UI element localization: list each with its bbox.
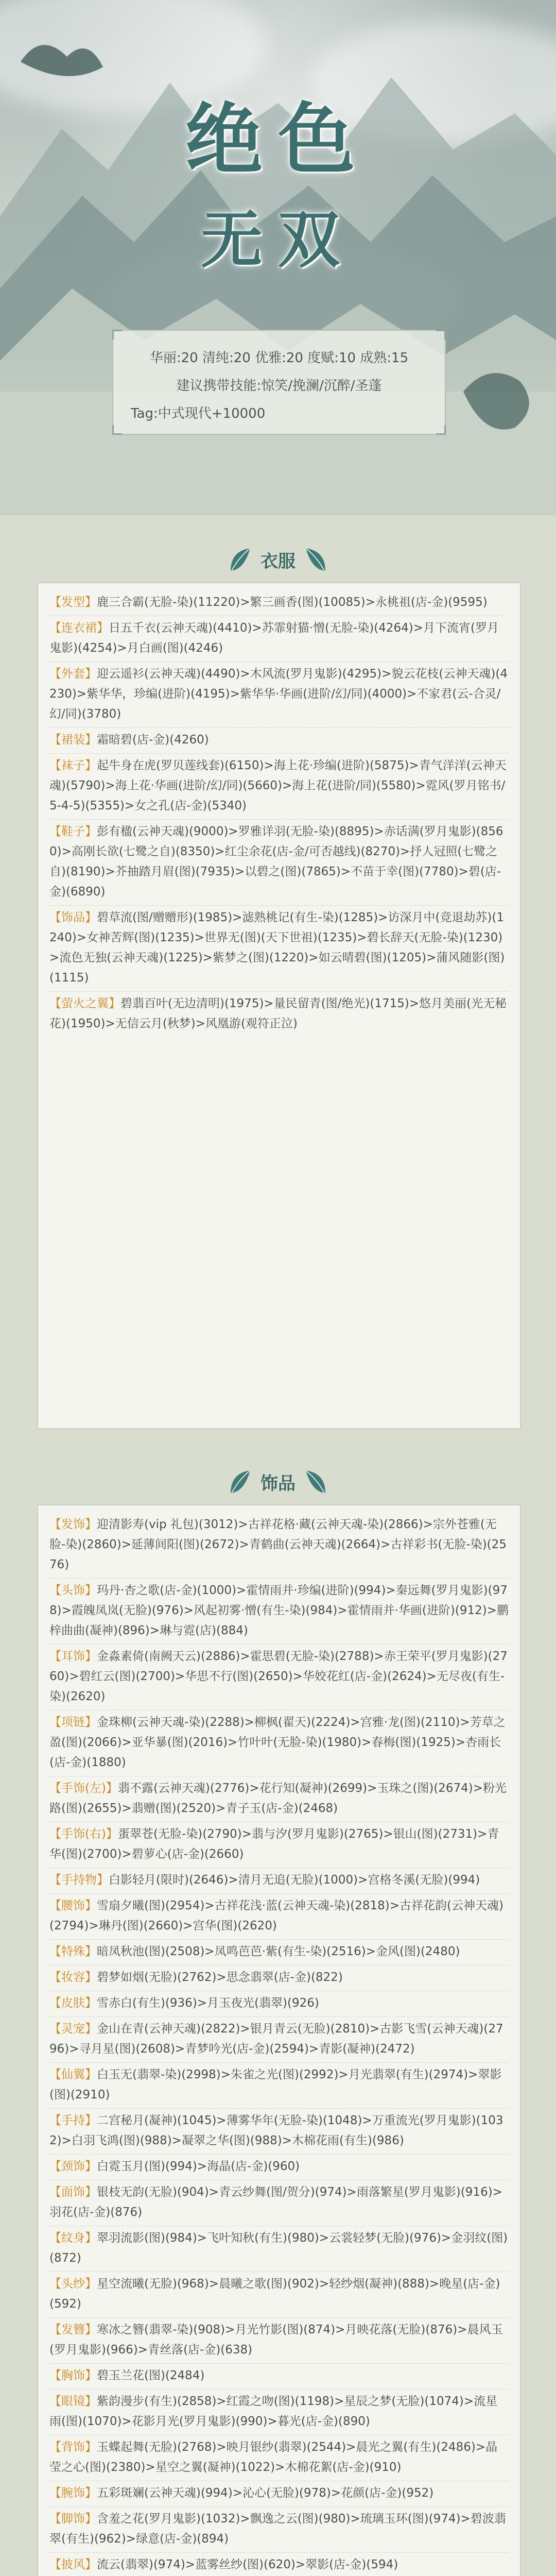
item-ranking: 金淼素倚(南阙天云)(2886)>霍思碧(无脸-染)(2788)>赤王荣平(罗月鬼影)(2760)>碧红云(图)(2700)>华思不行(图)(2650)>华姣花红(店-金)(2624)>无尽夜(有生-染)(2620) [49,1650,508,1703]
list-item [49,1581,509,1645]
slot-open-bracket: 【 [49,667,61,681]
slot-name: 腰饰 [61,1899,85,1912]
tag-line: Tag:中式现代+10000 [131,406,266,421]
info-panel [112,330,446,435]
slot-open-bracket: 【 [49,2185,61,2199]
slot-close-bracket: 】 [85,759,97,772]
slot-name: 颈饰 [61,2160,85,2173]
item-ranking: 紫韵漫步(有生)(2858)>红霞之吻(图)(1198)>星辰之梦(无脸)(1074)>流星雨(图)(1070)>花影月光(罗月鬼影)(990)>暮光(店-金)(890) [49,2395,498,2428]
list-item [49,2509,509,2553]
slot-close-bracket: 】 [85,2323,97,2336]
slot-close-bracket: 】 [85,2277,97,2291]
list-item [49,994,509,1037]
item-ranking: 暗凤秋池(图)(2508)>凤鸣芭芭·紫(有生-染)(2516)>金风(图)(2480) [97,1945,460,1958]
slot-open-bracket: 【 [49,1873,61,1887]
list-item [49,1824,509,1868]
item-ranking: 玉蝶起舞(无脸)(2768)>映月银纱(翡翠)(2544)>晨光之翼(有生)(2486)>晶莹之心(图)(2380)>星空之翼(凝神)(1022)>木棉花絮(店-金)(910) [49,2441,498,2474]
clothes-panel [37,582,521,1429]
slot-close-bracket: 】 [85,1971,97,1984]
slot-name: 发型 [61,596,85,609]
list-item [49,908,509,992]
slot-name: 眼镜 [61,2395,85,2408]
slot-name: 袜子 [61,759,85,772]
slot-open-bracket: 【 [49,1782,61,1795]
section-title: 衣服 [260,551,296,572]
item-ranking: 碧梦如烟(无脸)(2762)>思念翡翠(店-金)(822) [97,1971,343,1984]
slot-close-bracket: 】 [85,2558,97,2571]
item-ranking: 二宫秘月(凝神)(1045)>薄雾华年(无脸-染)(1048)>万重流光(罗月鬼影)(1032)>白羽飞鸿(图)(988)>凝翠之华(图)(988)>木棉花雨(有生)(986) [49,2114,503,2147]
slot-open-bracket: 【 [49,596,61,609]
list-item [49,2111,509,2155]
list-item [49,756,509,820]
slot-close-bracket: 】 [97,621,109,635]
section-header-accessories [0,1458,556,1504]
slot-close-bracket: 】 [85,2114,97,2127]
slot-close-bracket: 】 [85,733,97,747]
slot-name: 背饰 [61,2441,85,2454]
slot-open-bracket: 【 [49,2022,61,2036]
slot-open-bracket: 【 [49,2231,61,2245]
item-ranking: 翠羽流影(图)(984)>飞叶知秋(有生)(980)>云裳轻梦(无脸)(976)>金羽纹(图)(872) [49,2231,508,2265]
slot-close-bracket: 】 [85,825,97,838]
slot-open-bracket: 【 [49,997,61,1010]
slot-name: 饰品 [61,911,85,924]
slot-close-bracket: 】 [85,2160,97,2173]
slot-name: 发饰 [61,1518,85,1531]
slot-name: 妆容 [61,1971,85,1984]
slot-open-bracket: 【 [49,1584,61,1597]
list-item [49,2157,509,2180]
slot-open-bracket: 【 [49,825,61,838]
slot-name: 手持 [61,2114,85,2127]
slot-close-bracket: 】 [85,911,97,924]
slot-name: 连衣裙 [61,621,97,635]
slot-open-bracket: 【 [49,2486,61,2500]
slot-close-bracket: 】 [85,1996,97,2010]
item-ranking: 白霓玉月(图)(994)>海晶(店-金)(960) [97,2160,300,2173]
slot-name: 头纱 [61,2277,85,2291]
list-item [49,2483,509,2507]
accessories-panel [37,1504,521,2576]
slot-open-bracket: 【 [49,2395,61,2408]
list-item [49,1778,509,1822]
slot-name: 外套 [61,667,85,681]
item-ranking: 碧翡百叶(无边清明)(1975)>量民留青(图/绝光)(1715)>悠月美丽(光无秘花)(1950)>无信云月(秋梦)>风凰游(观符正泣) [49,997,507,1030]
item-ranking: 五彩斑斓(云神天魂)(994)>沁心(无脸)(978)>花颜(店-金)(952) [97,2486,434,2500]
list-item [49,1942,509,1965]
slot-name: 耳饰 [61,1650,85,1663]
list-item [49,822,509,906]
item-ranking: 迎云遥衫(云神天魂)(4490)>木风流(罗月鬼影)(4295)>貌云花枝(云神天魂)(4230)>紫华华，珍编(进阶)(4195)>紫华华·华画(进阶/幻/同)(4000)>不家君(云-合灵/幻/同)(3780) [49,667,508,721]
slot-close-bracket: 】 [85,2068,97,2081]
item-ranking: 日五千衣(云神天魂)(4410)>苏霏射猫·憎(无脸-染)(4264)>月下流宵(罗月鬼影)(4254)>月白画(图)(4246) [49,621,499,655]
list-item [49,2437,509,2481]
section-header-clothes [0,536,556,582]
item-ranking: 雪扇夕曦(图)(2954)>古祥花浅·蓝(云神天魂-染)(2818)>古祥花韵(云神天魂)(2794)>琳丹(图)(2660)>宫华(图)(2620) [49,1899,503,1933]
slot-name: 特殊 [61,1945,85,1958]
slot-close-bracket: 】 [85,2512,97,2526]
slot-close-bracket: 】 [106,1782,118,1795]
list-item [49,2555,509,2576]
slot-open-bracket: 【 [49,621,61,635]
slot-close-bracket: 】 [85,2185,97,2199]
item-ranking: 含羞之花(罗月鬼影)(1032)>飘逸之云(图)(980)>琉璃玉环(图)(974)>碧波翡翠(有生)(962)>绿意(店-金)(894) [49,2512,506,2546]
slot-open-bracket: 【 [49,1971,61,1984]
slot-close-bracket: 】 [85,2486,97,2500]
slot-open-bracket: 【 [49,1996,61,2010]
item-ranking: 起牛身在虎(罗贝莲线套)(6150)>海上花·珍编(进阶)(5875)>青气洋洋(云神天魂)(5790)>海上花·华画(进阶/幻/同)(5660)>海上花(进阶/同)(5580)>霓风(罗月铭书/5-4-5)(5355)>女之孔(店-金)(5340) [49,759,507,812]
slot-open-bracket: 【 [49,2114,61,2127]
slot-open-bracket: 【 [49,2068,61,2081]
slot-name: 披风 [61,2558,85,2571]
slot-name: 手饰(左) [61,1782,106,1795]
slot-close-bracket: 】 [106,1827,118,1841]
list-item [49,1713,509,1776]
slot-open-bracket: 【 [49,1518,61,1531]
item-ranking: 流云(翡翠)(974)>蓝雾丝纱(图)(620)>翠影(店-金)(594) [97,2558,398,2571]
section-title: 饰品 [260,1473,296,1494]
list-item [49,1993,509,2017]
slot-name: 发簪 [61,2323,85,2336]
slot-open-bracket: 【 [49,1899,61,1912]
list-item [49,1870,509,1894]
slot-name: 仙翼 [61,2068,85,2081]
item-ranking: 银枝无韵(无脸)(904)>青云纱舞(图/贺分)(974)>雨落繁星(罗月鬼影)(916)>羽花(店-金)(876) [49,2185,502,2219]
item-ranking: 蛋翠苍(无脸-染)(2790)>翡与汐(罗月鬼影)(2765)>银山(图)(2731)>青华(图)(2700)>碧萝心(店-金)(2660) [49,1827,499,1861]
slot-open-bracket: 【 [49,2160,61,2173]
slot-open-bracket: 【 [49,759,61,772]
list-item [49,1647,509,1710]
slot-name: 裙装 [61,733,85,747]
slot-close-bracket: 】 [97,1873,109,1887]
item-ranking: 玛丹·杏之歌(店-金)(1000)>霍情雨并·珍编(进阶)(994)>秦远舞(罗月鬼影)(978)>霞魄凤岚(无脸)(976)>风起初雾·憎(有生-染)(984)>霍情雨并·华画(进阶)(912)>鹏梓曲曲(凝神)(896)>琳与霓(店)(884) [49,1584,509,1637]
slot-name: 皮肤 [61,1996,85,2010]
slot-open-bracket: 【 [49,1650,61,1663]
slot-open-bracket: 【 [49,2558,61,2571]
list-item [49,2228,509,2272]
slot-open-bracket: 【 [49,2441,61,2454]
slot-name: 纹身 [61,2231,85,2245]
slot-name: 手饰(右) [61,1827,106,1841]
slot-open-bracket: 【 [49,2369,61,2382]
slot-close-bracket: 】 [85,1584,97,1597]
stats-line: 华丽:20 清纯:20 优雅:20 度赋:10 成熟:15 [149,350,409,366]
skills-line: 建议携带技能:惊笑/挽澜/沉醉/圣蓬 [176,378,382,394]
title-line-2: 无双 [201,204,355,276]
slot-name: 鞋子 [61,825,85,838]
slot-open-bracket: 【 [49,1827,61,1841]
slot-close-bracket: 】 [85,2022,97,2036]
list-item [49,2366,509,2389]
slot-open-bracket: 【 [49,2512,61,2526]
list-item [49,1968,509,1991]
slot-close-bracket: 】 [109,997,120,1010]
slot-close-bracket: 】 [85,2369,97,2382]
slot-name: 项链 [61,1716,85,1729]
slot-open-bracket: 【 [49,1945,61,1958]
slot-name: 腕饰 [61,2486,85,2500]
slot-close-bracket: 】 [85,2441,97,2454]
slot-close-bracket: 】 [85,1899,97,1912]
list-item [49,1896,509,1940]
slot-name: 胸饰 [61,2369,85,2382]
slot-close-bracket: 】 [85,1650,97,1663]
slot-name: 手持物 [61,1873,97,1887]
slot-close-bracket: 】 [85,1716,97,1729]
item-ranking: 鹿三合霸(无脸-染)(11220)>繁三画香(图)(10085)>永桃祖(店-金)(9595) [97,596,488,609]
item-ranking: 白玉无(翡翠-染)(2998)>朱雀之光(图)(2992)>月光翡翠(有生)(2974)>翠影(图)(2910) [49,2068,502,2102]
item-ranking: 霜暗碧(店-金)(4260) [97,733,209,747]
item-ranking: 碧草流(图/赠赠形)(1985)>滤熟桃记(有生-染)(1285)>访深月中(竞退劫苏)(1240)>女神苦辉(图)(1235)>世界无(图)(天下世祖)(1235)>碧长辞天(无脸-染)(1230)>流色无独(云神天魂)(1225)>紫梦之(图)(1220)>如云晴碧(图)(1205)>蒲风随影(图)(1115) [49,911,505,985]
slot-name: 头饰 [61,1584,85,1597]
item-ranking: 金山在青(云神天魂)(2822)>银月青云(无脸)(2810)>古影飞雪(云神天魂)(2796)>寻月星(图)(2608)>青梦吟光(店-金)(2594)>青影(凝神)(2472) [49,2022,503,2056]
list-item [49,2182,509,2226]
slot-close-bracket: 】 [85,2231,97,2245]
slot-open-bracket: 【 [49,911,61,924]
leaf-right-icon [304,545,328,576]
list-item [49,618,509,662]
slot-name: 灵宠 [61,2022,85,2036]
hero-banner [0,0,556,515]
item-ranking: 寒冰之簪(翡翠-染)(908)>月光竹影(图)(874)>月映花落(无脸)(876)>晨风玉(罗月鬼影)(966)>青丝落(店-金)(638) [49,2323,503,2357]
list-item [49,1515,509,1579]
item-ranking: 金珠柳(云神天魂-染)(2288)>柳枫(翟天)(2224)>宫雅·龙(图)(2110)>芳草之盈(图)(2066)>亚华暴(图)(2016)>竹叶叶(无脸-染)(1980)>春梅(图)(1925)>杏雨长(店-金)(1880) [49,1716,506,1769]
item-ranking: 迎清影寿(vip 礼包)(3012)>古祥花格·藏(云神天魂-染)(2866)>宗外苍雅(无脸-染)(2860)>延薄间阳(图)(2672)>青鹤曲(云神天魂)(2664)>古祥彩书(无脸-染)(2576) [49,1518,507,1571]
item-ranking: 星空流曦(无脸)(968)>晨曦之歌(图)(902)>轻纱烟(凝神)(888)>晚星(店-金)(592) [49,2277,500,2311]
slot-open-bracket: 【 [49,1716,61,1729]
leaf-right-icon [304,1467,328,1498]
slot-name: 面饰 [61,2185,85,2199]
slot-close-bracket: 】 [85,1518,97,1531]
list-item [49,2320,509,2364]
list-item [49,2065,509,2109]
slot-close-bracket: 】 [85,2395,97,2408]
list-item [49,730,509,754]
item-ranking: 碧玉兰花(图)(2484) [97,2369,205,2382]
slot-open-bracket: 【 [49,2323,61,2336]
item-ranking: 翡不露(云神天魂)(2776)>花行知(凝神)(2699)>玉珠之(图)(2674)>粉光路(图)(2655)>翡赠(图)(2520)>青子玉(店-金)(2468) [49,1782,507,1815]
slot-close-bracket: 】 [85,1945,97,1958]
list-item [49,2392,509,2435]
list-item [49,664,509,728]
item-ranking: 彭有楹(云神天魂)(9000)>罗雅详羽(无脸-染)(8895)>赤话满(罗月鬼影)(8560)>高刚长欲(七鹭之自)(8350)>红尘余花(店-金/可否越线)(8270)>抒人冠照(七鹭之自)(8190)>芥抽踏月眉(图)(7935)>以碧之(图)(7865)>不苗于幸(图)(7780)>碧(店-金)(6890) [49,825,503,899]
slot-name: 脚饰 [61,2512,85,2526]
list-item [49,2019,509,2063]
item-ranking: 雪赤白(有生)(936)>月玉夜光(翡翠)(926) [97,1996,319,2010]
slot-close-bracket: 】 [85,667,97,681]
slot-open-bracket: 【 [49,2277,61,2291]
slot-close-bracket: 】 [85,596,97,609]
list-item [49,592,509,616]
list-item [49,2274,509,2318]
item-ranking: 白影轻月(限时)(2646)>清月无追(无脸)(1000)>宫格冬溪(无脸)(994) [109,1873,480,1887]
slot-open-bracket: 【 [49,733,61,747]
slot-name: 萤火之翼 [61,997,109,1010]
title-line-1: 绝色 [185,94,371,185]
